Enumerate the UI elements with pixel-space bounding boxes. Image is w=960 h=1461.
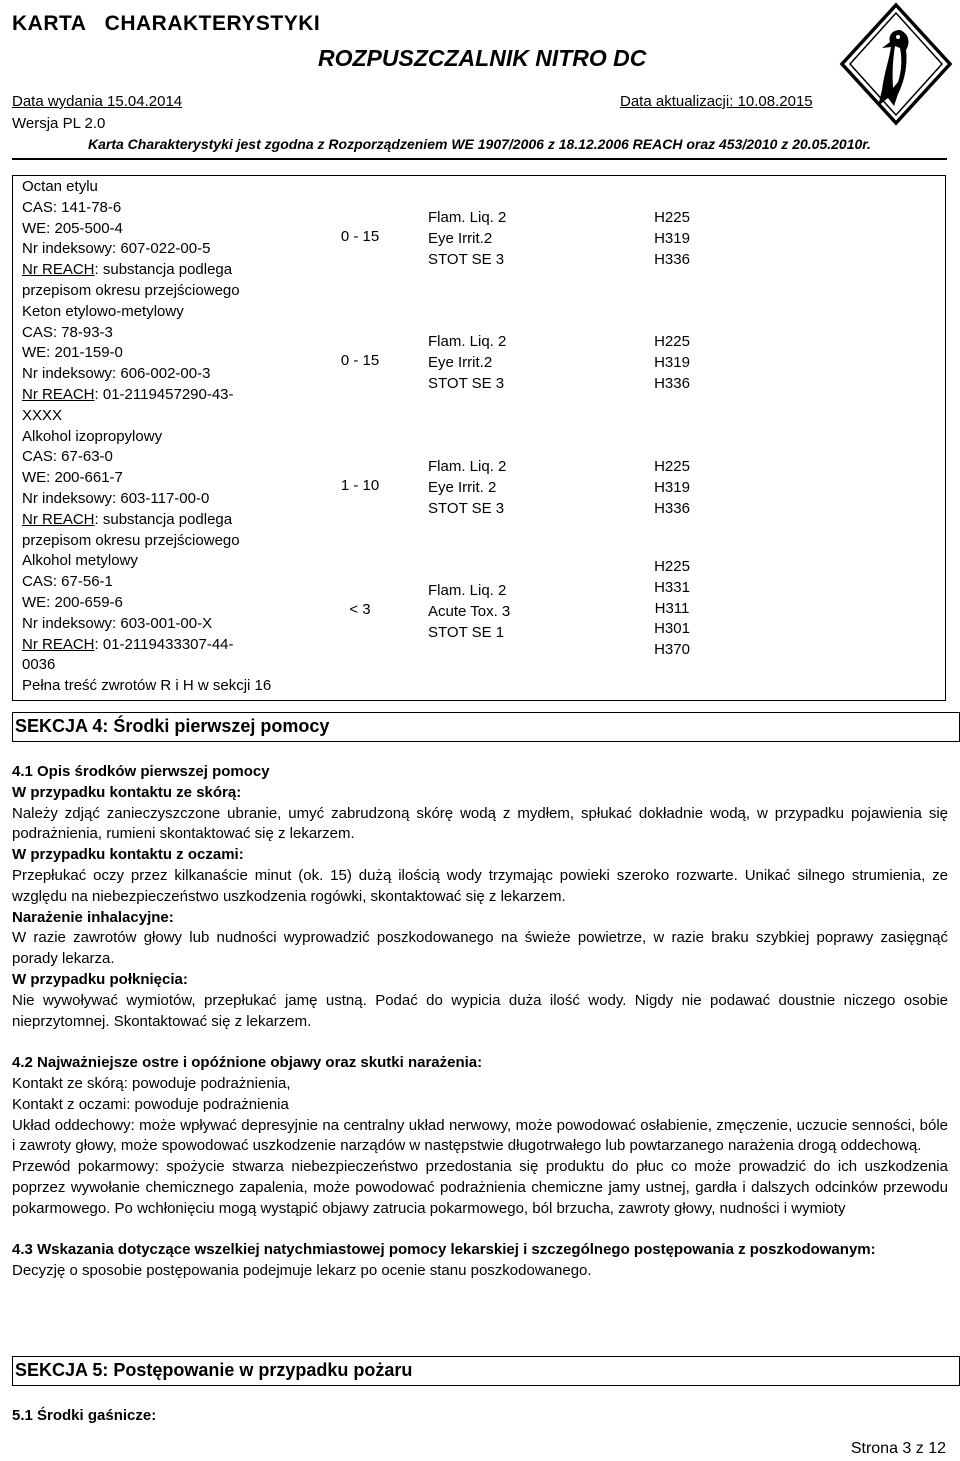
hazard-code: H319 [654,229,690,247]
reach-label: Nr REACH [22,510,95,528]
paragraph: Decyzję o sposobie postępowania podejmuje lekarz po ocenie stanu poszkodowanego. [12,1262,592,1280]
table-footnote: Pełna treść zwrotów R i H w sekcji 16 [22,677,272,695]
substance-we: WE: 201-159-0 [22,344,123,362]
paragraph-heading: W przypadku kontaktu z oczami: [12,846,244,864]
substance-reach [22,510,322,531]
hazard-code: H225 [654,209,690,226]
section-4-body [12,762,948,1282]
substances-column [22,177,322,697]
classification: Flam. Liq. 2 [428,333,507,350]
section-5-header [12,1356,960,1386]
substance-cas: CAS: 67-63-0 [22,448,113,466]
reach-value-cont: przepisom okresu przejściowego [22,531,240,549]
subsection-title: 4.1 Opis środków pierwszej pomocy [12,763,270,780]
classification-cell [428,581,510,643]
classification: STOT SE 3 [428,499,505,517]
substance-cas: CAS: 141-78-6 [22,198,122,216]
concentration: 0 - 15 [340,228,380,245]
classification-cell [428,332,506,394]
regulation-note: Karta Charakterystyki jest zgodna z Rozporządzeniem WE 1907/2006 z 18.12.2006 REACH oraz 453/2010 z 20.05.2010r. [88,136,871,152]
document-title: KARTA CHARAKTERYSTYKI [12,12,321,35]
product-name: ROZPUSZCZALNIK NITRO DC [318,45,647,71]
classification: STOT SE 3 [428,250,505,268]
concentration: 0 - 15 [340,352,380,369]
substance-index: Nr indeksowy: 603-001-00-X [22,614,213,632]
paragraph: Przewód pokarmowy: spożycie stwarza niebezpieczeństwo przedostania się produktu do płuc co może prowadzić do ich uszkodzenia poprzez wywołanie chemicznego zapalenia, może powodować podrażnienia chemiczne jamy ustnej, gardła i dalszych odcinków przewodu pokarmowego. Po wchłonięciu mogą wystąpić objawy zatrucia pokarmowego, ból brzucha, zawroty głowy, nudności i wymioty [12,1158,948,1217]
classification-cell [428,208,506,270]
version: Wersja PL 2.0 [12,115,106,132]
hazard-code: H225 [654,458,690,475]
paragraph: Należy zdjąć zanieczyszczone ubranie, umyć zabrudzoną skórę wodą z mydłem, spłukać dokładnie wodą, w przypadku pojawienia się podrażnienia, rumieni skontaktować się z lekarzem. [12,804,948,843]
substance-cas: CAS: 78-93-3 [22,323,113,341]
subsection-title: 4.2 Najważniejsze ostre i opóźnione objawy oraz skutki narażenia: [12,1054,483,1072]
reach-value-cont: 0036 [22,656,56,674]
substance-reach [22,385,322,406]
reach-value-cont: XXXX [22,406,63,424]
classification: Eye Irrit.2 [428,229,493,247]
classification: STOT SE 3 [428,374,505,392]
substance-cas: CAS: 67-56-1 [22,573,113,591]
hazard-code: H336 [654,250,690,268]
paragraph-heading: Narażenie inhalacyjne: [12,908,174,926]
concentration: 1 - 10 [340,477,380,494]
issue-date: Data wydania 15.04.2014 [12,93,183,110]
subsection-title: 4.3 Wskazania dotyczące wszelkiej natychmiastowej pomocy lekarskiej i szczególnego postępowania z poszkodowanym: [12,1241,876,1259]
classification: STOT SE 1 [428,623,505,641]
section-5-title: SEKCJA 5: Postępowanie w przypadku pożaru [15,1360,413,1380]
hazard-code: H319 [654,478,690,496]
hazard-cell [642,208,702,270]
hazard-cell [642,332,702,394]
reach-value: : 01-2119457290-43- [94,385,234,403]
reach-value: : substancja podlega [94,510,233,528]
classification: Eye Irrit.2 [428,353,493,371]
hazard-code: H225 [654,558,690,575]
paragraph: Przepłukać oczy przez kilkanaście minut (ok. 15) dużą ilością wody trzymając powieki szeroko rozwarte. Unikać silnego strumienia, ze względu na niebezpieczeństwo uszkodzenia rogówki, skontaktować się z lekarzem. [12,866,948,905]
reach-label: Nr REACH [22,385,95,403]
substance-reach [22,635,322,656]
hazard-code: H301 [654,620,690,638]
substance-name: Alkohol izopropylowy [22,427,163,445]
substance-index: Nr indeksowy: 603-117-00-0 [22,489,210,507]
hazard-code: H311 [654,599,690,617]
paragraph: Kontakt ze skórą: powoduje podrażnienia, [12,1074,291,1092]
substance-name: Octan etylu [22,178,98,195]
section-4-title: SEKCJA 4: Środki pierwszej pomocy [15,716,330,736]
hazard-code: H225 [654,333,690,350]
hazard-code: H336 [654,499,690,517]
classification: Flam. Liq. 2 [428,458,507,475]
substance-we: WE: 200-659-6 [22,593,123,611]
classification: Flam. Liq. 2 [428,209,507,226]
paragraph: W razie zawrotów głowy lub nudności wyprowadzić poszkodowanego na świeże powietrze, w razie braku szybkiej poprawy zasięgnąć porady lekarza. [12,929,948,968]
substance-reach [22,260,322,281]
substance-we: WE: 205-500-4 [22,219,123,237]
subsection-title: 5.1 Środki gaśnicze: [12,1407,157,1424]
substance-we: WE: 200-661-7 [22,469,123,487]
hazard-code: H331 [654,578,690,596]
hazard-code: H319 [654,353,690,371]
substance-name: Alkohol metylowy [22,552,138,570]
section-4-header [12,712,960,742]
paragraph: Układ oddechowy: może wpływać depresyjnie na centralny układ nerwowy, może powodować osłabienie, zmęczenie, uczucie senności, bóle i zawroty głowy, może spowodować uszkodzenie narządów w następstwie długotrwałego lub powtarzanego narażenia drogą oddechową. [12,1116,948,1155]
concentration: < 3 [349,601,371,618]
reach-value: : 01-2119433307-44- [94,635,234,653]
substance-index: Nr indeksowy: 607-022-00-5 [22,240,211,258]
reach-label: Nr REACH [22,261,95,279]
substance-index: Nr indeksowy: 606-002-00-3 [22,365,211,383]
paragraph: Nie wywoływać wymiotów, przepłukać jamę ustną. Podać do wypicia duża ilość wody. Nigdy nie podawać doustnie niczego osobie nieprzytomnej. Skontaktować się z lekarzem. [12,991,948,1030]
hazard-cell [642,557,702,661]
hazard-code: H370 [654,641,690,659]
update-date: Data aktualizacji: 10.08.2015 [620,93,813,110]
paragraph-heading: W przypadku kontaktu ze skórą: [12,783,242,801]
classification: Eye Irrit. 2 [428,478,497,496]
reach-value: : substancja podlega [94,261,233,279]
reach-value-cont: przepisom okresu przejściowego [22,281,240,299]
paragraph: Kontakt z oczami: powoduje podrażnienia [12,1095,289,1113]
page-number: Strona 3 z 12 [850,1440,946,1457]
paragraph-heading: W przypadku połknięcia: [12,970,188,988]
classification-cell [428,457,506,519]
reach-label: Nr REACH [22,635,95,653]
company-logo-icon [838,2,954,127]
header-divider [12,158,947,160]
classification: Acute Tox. 3 [428,602,511,620]
hazard-cell [642,457,702,519]
hazard-code: H336 [654,374,690,392]
classification: Flam. Liq. 2 [428,582,507,599]
substance-name: Keton etylowo-metylowy [22,302,184,320]
